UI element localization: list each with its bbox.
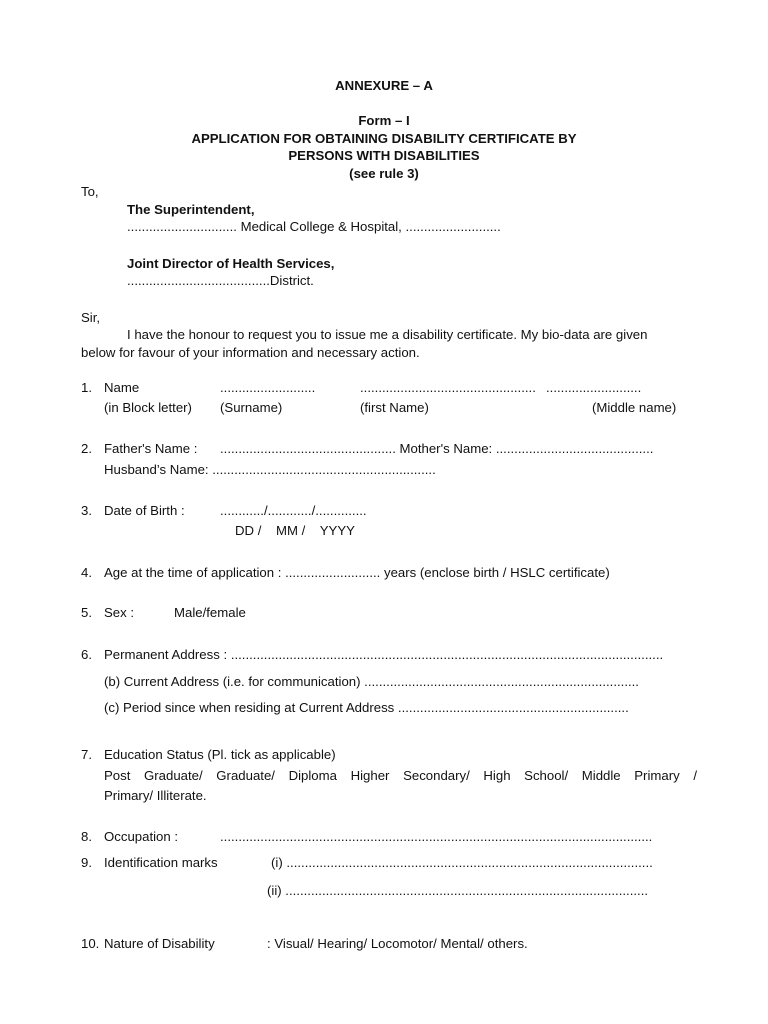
education-options-line1[interactable] bbox=[104, 768, 697, 784]
education-option-word: Primary bbox=[634, 768, 680, 783]
middle-name-field[interactable]: .......................... bbox=[546, 380, 642, 395]
education-option-word: High bbox=[483, 768, 511, 783]
annexure-heading: ANNEXURE – A bbox=[335, 78, 433, 93]
surname-field[interactable]: .......................... bbox=[220, 380, 316, 395]
education-options-line2[interactable]: Primary/ Illiterate. bbox=[104, 788, 207, 803]
surname-caption: (Surname) bbox=[220, 400, 283, 415]
disability-label: Nature of Disability bbox=[104, 936, 215, 951]
superintendent-label: The Superintendent, bbox=[127, 202, 255, 217]
identification-mark-1-field[interactable]: (i) .................................................................................................... bbox=[271, 855, 653, 870]
husband-name-field[interactable]: Husband’s Name: ............................................................. bbox=[104, 462, 436, 477]
education-option-word: Graduate/ bbox=[216, 768, 275, 783]
sex-label: Sex : bbox=[104, 605, 135, 620]
item-number: 9. bbox=[81, 855, 92, 870]
form-number: Form – I bbox=[358, 113, 410, 128]
education-option-word: Graduate/ bbox=[144, 768, 203, 783]
to-label: To, bbox=[81, 184, 99, 199]
item-number: 3. bbox=[81, 503, 92, 518]
item-number: 7. bbox=[81, 747, 92, 762]
form-title-line1: APPLICATION FOR OBTAINING DISABILITY CERTIFICATE BY bbox=[191, 131, 577, 146]
first-name-field[interactable]: ................................................ bbox=[360, 380, 536, 395]
occupation-field[interactable]: ...................................................................................................................... bbox=[220, 829, 653, 844]
form-title-line2: PERSONS WITH DISABILITIES bbox=[288, 148, 480, 163]
residence-period-field[interactable]: (c) Period since when residing at Current Address ............................................................... bbox=[104, 700, 629, 715]
education-option-word: Higher bbox=[350, 768, 390, 783]
jdhs-label: Joint Director of Health Services, bbox=[127, 256, 335, 271]
hospital-line: .............................. Medical College & Hospital, .......................... bbox=[127, 219, 501, 234]
item-number: 6. bbox=[81, 647, 92, 662]
item-number: 5. bbox=[81, 605, 92, 620]
education-option-word: Secondary/ bbox=[403, 768, 470, 783]
item-number: 8. bbox=[81, 829, 92, 844]
sex-options[interactable]: Male/female bbox=[174, 605, 246, 620]
identification-mark-2-field[interactable]: (ii) ................................................................................................... bbox=[267, 883, 649, 898]
education-option-word: Middle bbox=[581, 768, 621, 783]
father-name-label: Father's Name : bbox=[104, 441, 198, 456]
identification-label: Identification marks bbox=[104, 855, 218, 870]
education-option-word: School/ bbox=[524, 768, 569, 783]
item-number: 4. bbox=[81, 565, 92, 580]
dob-label: Date of Birth : bbox=[104, 503, 185, 518]
occupation-label: Occupation : bbox=[104, 829, 179, 844]
item-number: 1. bbox=[81, 380, 92, 395]
salutation: Sir, bbox=[81, 310, 101, 325]
item-number: 10. bbox=[81, 936, 100, 951]
item-number: 2. bbox=[81, 441, 92, 456]
letter-body-line2: below for favour of your information and necessary action. bbox=[81, 345, 420, 360]
dob-format-caption: DD / MM / YYYY bbox=[235, 523, 355, 538]
education-option-word: / bbox=[693, 768, 697, 783]
current-address-field[interactable]: (b) Current Address (i.e. for communication) ........................................................................... bbox=[104, 674, 639, 689]
middle-name-caption: (Middle name) bbox=[592, 400, 677, 415]
letter-body-line1: I have the honour to request you to issue me a disability certificate. My bio-data are given bbox=[127, 327, 648, 342]
disability-options[interactable]: : Visual/ Hearing/ Locomotor/ Mental/ others. bbox=[267, 936, 528, 951]
block-letter-note: (in Block letter) bbox=[104, 400, 192, 415]
first-name-caption: (first Name) bbox=[360, 400, 429, 415]
education-label: Education Status (Pl. tick as applicable) bbox=[104, 747, 336, 762]
age-field[interactable]: Age at the time of application : .......................... years (enclose birth / HSLC certificate) bbox=[104, 565, 610, 580]
permanent-address-field[interactable]: Permanent Address : ...................................................................................................................... bbox=[104, 647, 664, 662]
name-label: Name bbox=[104, 380, 140, 395]
father-mother-name-field[interactable]: ................................................ Mother's Name: ........................................... bbox=[220, 441, 654, 456]
district-line: .......................................District. bbox=[127, 273, 314, 288]
education-option-word: Post bbox=[104, 768, 131, 783]
rule-reference: (see rule 3) bbox=[349, 166, 419, 181]
education-option-word: Diploma bbox=[288, 768, 337, 783]
dob-field[interactable]: ............/............/.............. bbox=[220, 503, 367, 518]
